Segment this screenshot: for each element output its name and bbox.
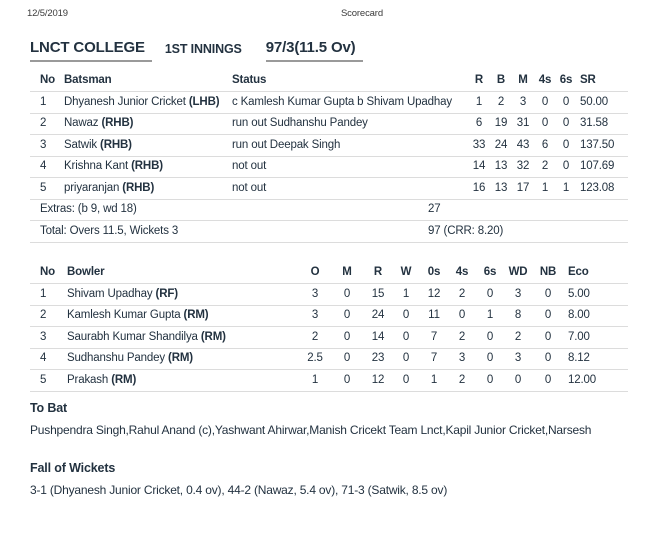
bowler-number: 4 [30,348,65,370]
bowler-fours: 3 [448,348,476,370]
batsman-fours: 2 [534,156,556,178]
batsman-number: 4 [30,156,62,178]
bowler-number: 2 [30,305,65,327]
bowler-sixes: 1 [476,305,504,327]
batsman-status: not out [230,156,468,178]
batsman-sixes: 0 [556,156,576,178]
bowler-sixes: 0 [476,284,504,306]
bowler-type: (RM) [111,373,137,386]
total-row [30,221,628,243]
bowler-sixes: 0 [476,370,504,392]
batsman-name: priyaranjan [64,181,120,194]
batsman-name-cell [62,135,230,157]
col-balls: B [490,70,512,92]
bowler-runs: 24 [364,305,392,327]
bowler-dots: 7 [420,348,448,370]
batsman-fours: 0 [534,92,556,114]
bowler-name-cell [65,284,300,306]
bowler-wickets: 0 [392,370,420,392]
batsman-runs: 33 [468,135,490,157]
bowler-noballs: 0 [532,370,564,392]
to-bat-section [30,401,630,437]
batting-row [30,92,628,114]
fall-of-wickets-details: 3-1 (Dhyanesh Junior Cricket, 0.4 ov), 44-2 (Nawaz, 5.4 ov), 71-3 (Satwik, 8.5 ov) [30,483,448,497]
bowler-economy: 8.00 [564,305,628,327]
bowler-number: 3 [30,327,65,349]
col-bowler: Bowler [65,262,300,284]
bowler-maidens: 0 [330,370,364,392]
bowler-wickets: 1 [392,284,420,306]
bowler-name-cell [65,348,300,370]
batsman-number: 2 [30,113,62,135]
batsman-sixes: 0 [556,135,576,157]
batsman-runs: 14 [468,156,490,178]
bowler-wickets: 0 [392,305,420,327]
col-fours: 4s [448,262,476,284]
bowler-fours: 2 [448,370,476,392]
bowler-number: 1 [30,284,65,306]
bowler-noballs: 0 [532,305,564,327]
bowler-number: 5 [30,370,65,392]
bowler-name: Shivam Upadhay [67,287,153,300]
batsman-minutes: 31 [512,113,534,135]
bowler-runs: 12 [364,370,392,392]
batsman-balls: 2 [490,92,512,114]
bowler-dots: 12 [420,284,448,306]
batsman-minutes: 17 [512,178,534,200]
batsman-balls: 24 [490,135,512,157]
batsman-status: run out Deepak Singh [230,135,468,157]
col-no: No [30,262,65,284]
bowler-wides: 3 [504,284,532,306]
batsman-number: 5 [30,178,62,200]
bowler-economy: 7.00 [564,327,628,349]
bowler-wickets: 0 [392,348,420,370]
batsman-name-cell [62,92,230,114]
bowler-maidens: 0 [330,305,364,327]
bowler-overs: 2 [300,327,330,349]
bowler-wides: 8 [504,305,532,327]
bowler-runs: 15 [364,284,392,306]
bowler-wides: 2 [504,327,532,349]
batsman-balls: 13 [490,156,512,178]
bowler-economy: 12.00 [564,370,628,392]
bowling-row [30,327,628,349]
batsman-status: c Kamlesh Kumar Gupta b Shivam Upadhay [230,92,468,114]
col-economy: Eco [564,262,628,284]
batting-row [30,113,628,135]
col-sixes: 6s [556,70,576,92]
batsman-minutes: 3 [512,92,534,114]
bowler-economy: 5.00 [564,284,628,306]
bowling-row [30,305,628,327]
batsman-strike-rate: 31.58 [576,113,628,135]
col-batsman: Batsman [62,70,230,92]
extras-label: Extras: (b 9, wd 18) [30,199,230,221]
col-wickets: W [392,262,420,284]
bowler-economy: 8.12 [564,348,628,370]
bowler-fours: 0 [448,305,476,327]
bowler-name-cell [65,305,300,327]
print-page-title: Scorecard [341,8,383,19]
col-status: Status [230,70,468,92]
bowler-noballs: 0 [532,327,564,349]
bowler-name: Prakash [67,373,109,386]
col-no: No [30,70,62,92]
bowler-overs: 2.5 [300,348,330,370]
bowler-runs: 14 [364,327,392,349]
bowler-dots: 7 [420,327,448,349]
batsman-name-cell [62,178,230,200]
batsman-hand: (RHB) [101,117,134,130]
batsman-fours: 6 [534,135,556,157]
batsman-minutes: 32 [512,156,534,178]
extras-row [30,199,628,221]
batsman-number: 1 [30,92,62,114]
batsman-minutes: 43 [512,135,534,157]
bowler-name: Kamlesh Kumar Gupta [67,309,181,322]
batsman-fours: 0 [534,113,556,135]
bowler-wickets: 0 [392,327,420,349]
batsman-strike-rate: 107.69 [576,156,628,178]
innings-label: 1ST INNINGS [164,42,242,56]
col-strike-rate: SR [576,70,628,92]
bowler-name: Saurabh Kumar Shandilya [67,330,198,343]
bowler-name-cell [65,370,300,392]
batsman-sixes: 0 [556,113,576,135]
batting-row [30,135,628,157]
batsman-hand: (LHB) [188,95,220,108]
team-name: LNCT COLLEGE [30,39,152,62]
bowler-runs: 23 [364,348,392,370]
batting-table [30,70,628,243]
batsman-hand: (RHB) [122,181,155,194]
col-runs: R [364,262,392,284]
batsman-sixes: 1 [556,178,576,200]
batsman-runs: 6 [468,113,490,135]
bowler-noballs: 0 [532,284,564,306]
bowling-row [30,348,628,370]
batsman-runs: 16 [468,178,490,200]
bowler-maidens: 0 [330,348,364,370]
batsman-name-cell [62,156,230,178]
bowler-type: (RM) [183,309,209,322]
total-value: 97 (CRR: 8.20) [230,221,628,243]
batsman-name: Satwik [64,138,97,151]
bowler-dots: 11 [420,305,448,327]
bowler-wides: 0 [504,370,532,392]
fall-of-wickets-section [30,461,630,497]
bowler-sixes: 0 [476,327,504,349]
bowler-overs: 3 [300,305,330,327]
bowler-dots: 1 [420,370,448,392]
batting-header-row [30,70,628,92]
col-noballs: NB [532,262,564,284]
bowler-name-cell [65,327,300,349]
batsman-name: Dhyanesh Junior Cricket [64,95,186,108]
innings-score: 97/3(11.5 Ov) [266,39,363,62]
col-overs: O [300,262,330,284]
print-date: 12/5/2019 [27,8,68,19]
batting-row [30,156,628,178]
batsman-status: not out [230,178,468,200]
batsman-hand: (RHB) [100,138,132,151]
bowler-type: (RM) [168,352,193,365]
bowler-name: Sudhanshu Pandey [67,352,165,365]
batsman-balls: 13 [490,178,512,200]
innings-header [30,39,363,62]
bowler-fours: 2 [448,327,476,349]
total-label: Total: Overs 11.5, Wickets 3 [30,221,230,243]
bowler-fours: 2 [448,284,476,306]
bowler-maidens: 0 [330,327,364,349]
bowler-maidens: 0 [330,284,364,306]
batsman-balls: 19 [490,113,512,135]
bowler-type: (RF) [155,287,178,300]
batsman-hand: (RHB) [131,160,163,173]
col-sixes: 6s [476,262,504,284]
col-dots: 0s [420,262,448,284]
bowler-type: (RM) [200,330,226,343]
batsman-sixes: 0 [556,92,576,114]
batsman-status: run out Sudhanshu Pandey [230,113,468,135]
bowling-row [30,284,628,306]
batting-row [30,178,628,200]
col-minutes: M [512,70,534,92]
fall-of-wickets-heading: Fall of Wickets [30,461,116,475]
col-maidens: M [330,262,364,284]
bowler-wides: 3 [504,348,532,370]
batsman-strike-rate: 123.08 [576,178,628,200]
to-bat-players: Pushpendra Singh,Rahul Anand (c),Yashwant Ahirwar,Manish Cricekt Team Lnct,Kapil Junior Cricket,Narsesh [30,423,592,437]
col-wides: WD [504,262,532,284]
col-runs: R [468,70,490,92]
batsman-strike-rate: 137.50 [576,135,628,157]
extras-value: 27 [230,199,628,221]
bowler-overs: 1 [300,370,330,392]
batsman-name: Nawaz [64,117,99,130]
batsman-name: Krishna Kant [64,160,129,173]
bowler-overs: 3 [300,284,330,306]
bowling-row [30,370,628,392]
bowling-header-row [30,262,628,284]
bowler-sixes: 0 [476,348,504,370]
batsman-runs: 1 [468,92,490,114]
bowler-noballs: 0 [532,348,564,370]
bowling-table [30,262,628,392]
batsman-fours: 1 [534,178,556,200]
batsman-name-cell [62,113,230,135]
col-fours: 4s [534,70,556,92]
batsman-strike-rate: 50.00 [576,92,628,114]
to-bat-heading: To Bat [30,401,68,415]
batsman-number: 3 [30,135,62,157]
